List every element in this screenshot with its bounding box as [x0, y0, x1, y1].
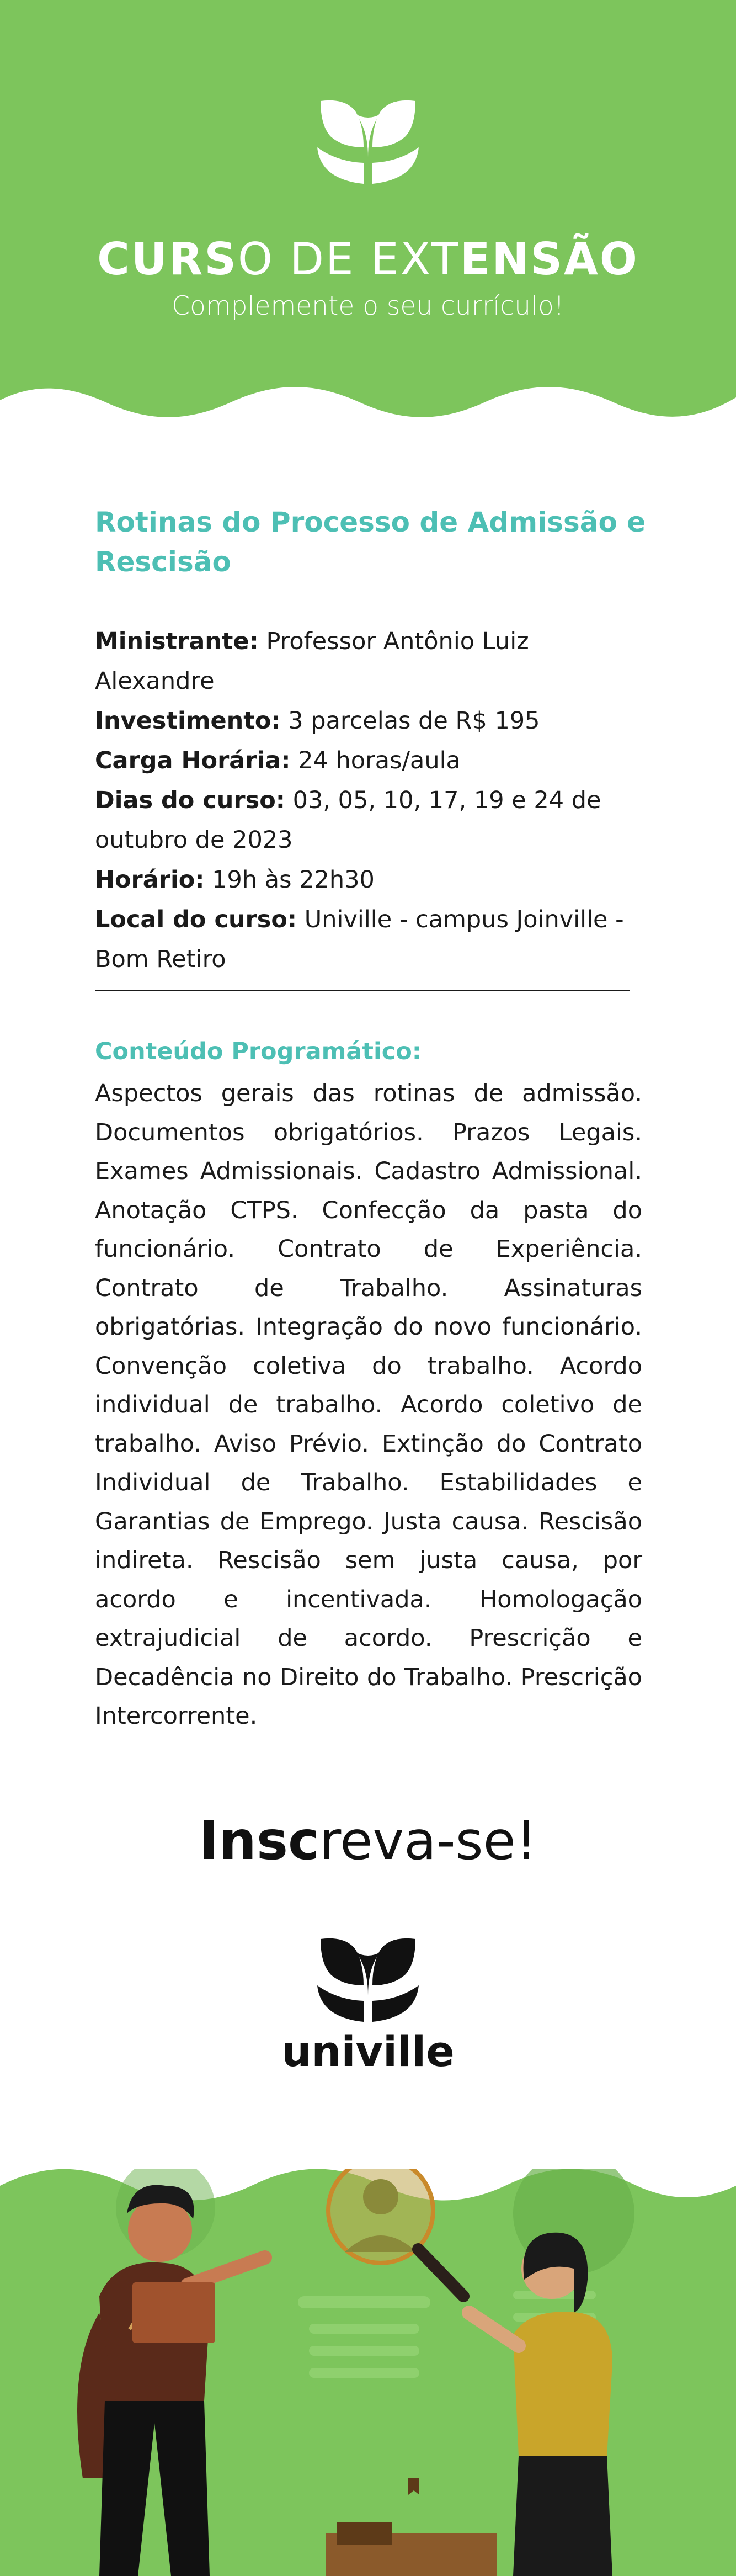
info-row-workload: Carga Horária: 24 horas/aula: [95, 747, 461, 774]
page-title: CURSO DE EXTENSÃO: [97, 233, 639, 285]
info-row-instructor: Ministrante: Professor Antônio Luiz Alexandre: [95, 628, 529, 695]
header-banner: [0, 0, 736, 431]
info-row-dates: Dias do curso: 03, 05, 10, 17, 19 e 24 de outubro de 2023: [95, 787, 601, 854]
course-info: [95, 622, 652, 979]
info-row-location: Local do curso: Univille - campus Joinville - Bom Retiro: [95, 906, 624, 973]
program-heading: Conteúdo Programático:: [95, 1038, 422, 1065]
cta-enroll[interactable]: Inscreva-se!: [199, 1810, 537, 1872]
brand-name: univille: [281, 2027, 455, 2076]
univille-leaf-logo-icon: [317, 1935, 419, 2026]
page-subtitle: Complemente o seu currículo!: [172, 291, 564, 321]
program-text: Aspectos gerais das rotinas de admissão. Documentos obrigatórios. Prazos Legais. Exames Admissionais. Cadastro Admissional. Anotação CTPS. Confecção da pasta do funcionário. Contrato de Experiência. Contrato de Trabalho. Assinaturas obrigatórias. Integração do novo funcionário. Convenção coletiva do trabalho. Acordo individual de trabalho. Acordo coletivo de trabalho. Aviso Prévio. Extinção do Contrato Individual de Trabalho. Estabilidades e Garantias de Emprego. Justa causa. Rescisão indireta. Rescisão sem justa causa, por acordo e incentivada. Homologação extrajudicial de acordo. Prescrição e Decadência no Direito do Trabalho. Prescrição Intercorrente.: [95, 1080, 642, 1730]
info-row-schedule: Horário: 19h às 22h30: [95, 866, 375, 894]
divider: [95, 990, 630, 991]
course-title: Rotinas do Processo de Admissão e Rescisão: [95, 506, 646, 578]
univille-leaf-logo-icon: [317, 97, 419, 188]
header-background: [0, 0, 736, 431]
info-row-investment: Investimento: 3 parcelas de R$ 195: [95, 707, 540, 735]
people-with-magnifying-glass-illustration: [0, 2169, 736, 2576]
